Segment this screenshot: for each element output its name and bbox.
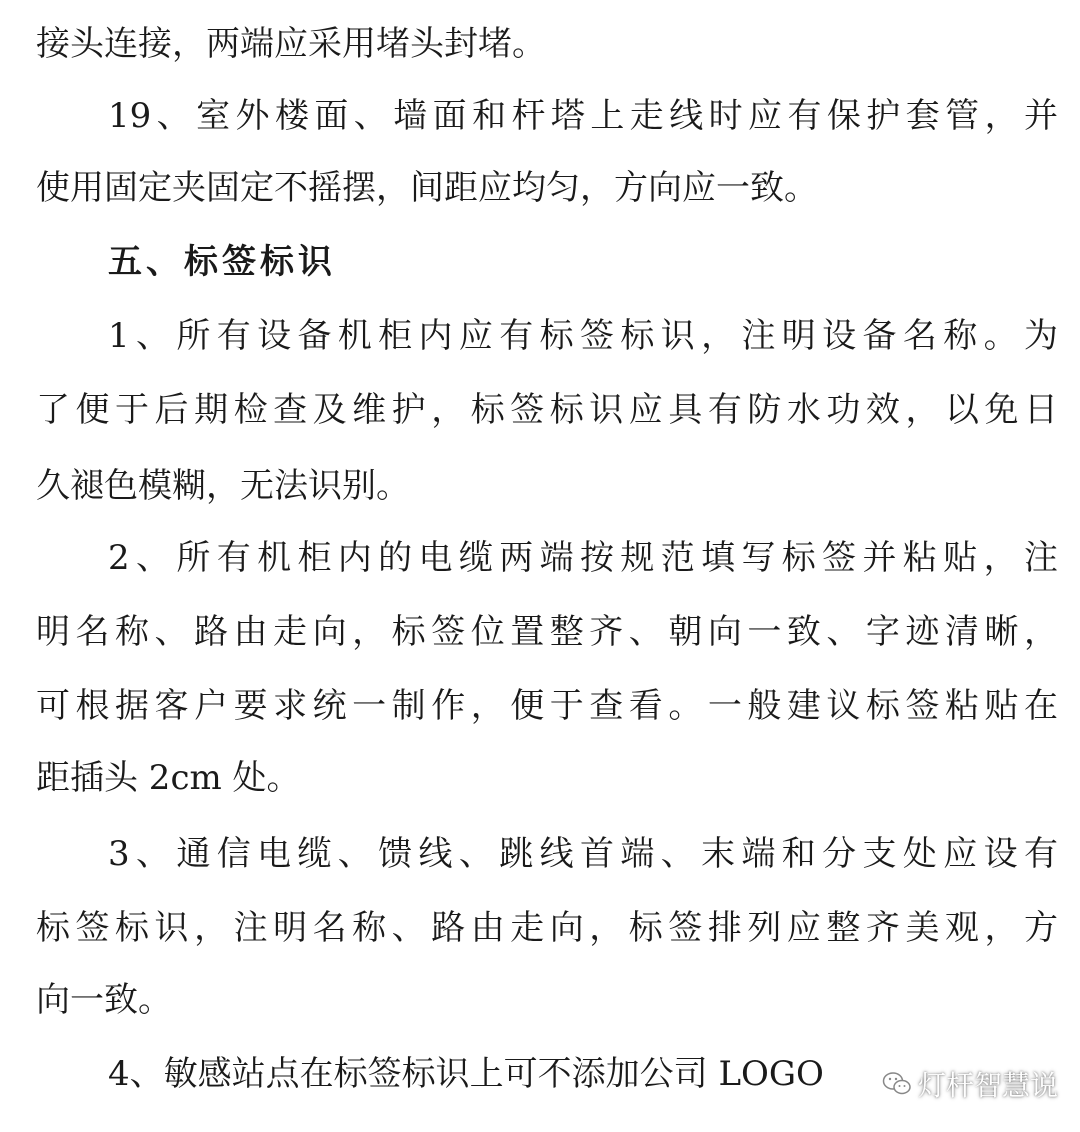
text-line: 明名称、路由走向，标签位置整齐、朝向一致、字迹清晰， — [36, 612, 1058, 652]
text-line: 久褪色模糊，无法识别。 — [36, 466, 410, 506]
text-line: 使用固定夹固定不摇摆，间距应均匀，方向应一致。 — [36, 168, 818, 208]
watermark-text: 灯杆智慧说 — [918, 1069, 1059, 1102]
text-line: 4、敏感站点在标签标识上可不添加公司 LOGO — [108, 1054, 824, 1094]
text-line: 标签标识，注明名称、路由走向，标签排列应整齐美观，方 — [36, 908, 1058, 948]
watermark — [882, 1064, 1058, 1104]
section-heading: 五、标签标识 — [108, 242, 336, 282]
text-line: 1、所有设备机柜内应有标签标识，注明设备名称。为 — [108, 316, 1058, 356]
wechat-icon — [882, 1071, 912, 1097]
text-line: 3、通信电缆、馈线、跳线首端、末端和分支处应设有 — [108, 834, 1058, 874]
text-line: 接头连接，两端应采用堵头封堵。 — [36, 24, 546, 64]
text-line: 可根据客户要求统一制作，便于查看。一般建议标签粘贴在 — [36, 686, 1058, 726]
text-line: 2、所有机柜内的电缆两端按规范填写标签并粘贴，注 — [108, 538, 1058, 578]
text-line: 了便于后期检查及维护，标签标识应具有防水功效，以免日 — [36, 390, 1058, 430]
text-line: 向一致。 — [36, 980, 172, 1020]
text-line: 距插头 2cm 处。 — [36, 758, 301, 798]
text-line: 19、室外楼面、墙面和杆塔上走线时应有保护套管，并 — [108, 96, 1058, 136]
